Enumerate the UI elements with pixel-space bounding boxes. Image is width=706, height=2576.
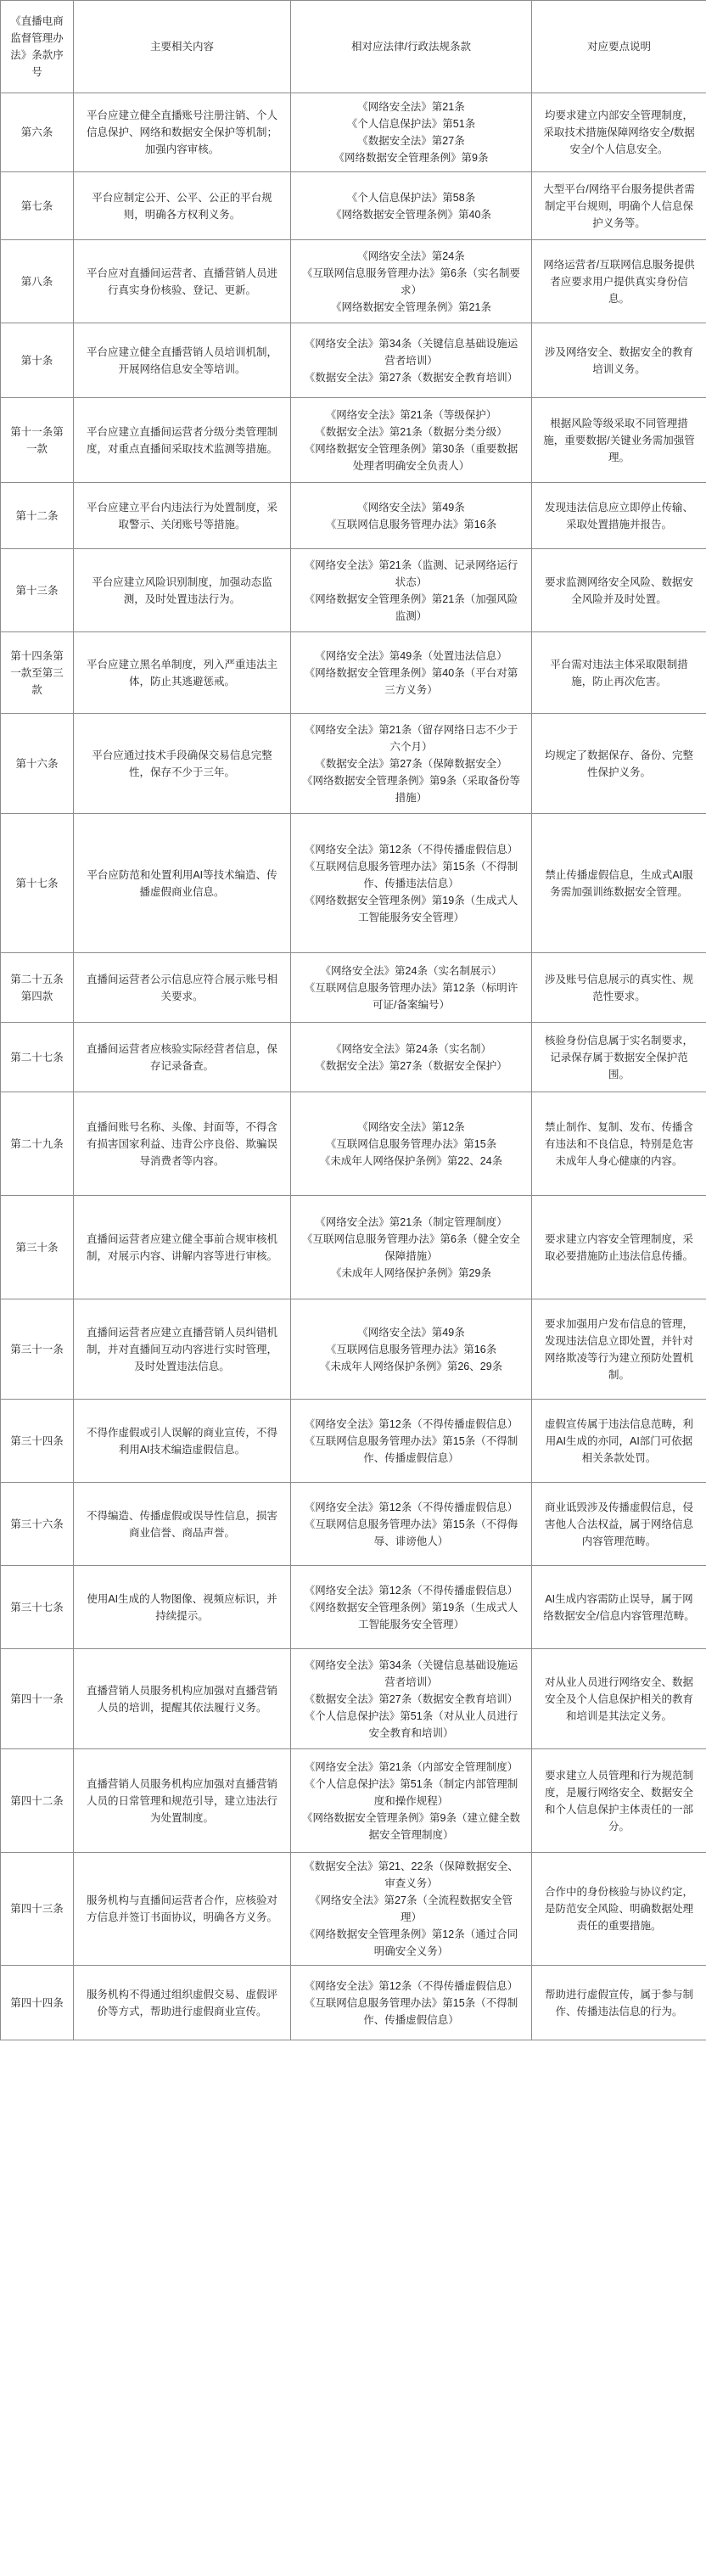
article-number-cell: 第四十三条 — [1, 1853, 74, 1966]
article-number-cell: 第三十六条 — [1, 1483, 74, 1566]
table-header-row — [1, 1, 706, 93]
article-number-cell: 第七条 — [1, 172, 74, 240]
article-number-cell: 第三十七条 — [1, 1566, 74, 1649]
article-number-cell: 第三十条 — [1, 1196, 74, 1299]
article-number-cell: 第十四条第一款至第三款 — [1, 632, 74, 714]
table-row — [1, 953, 706, 1023]
article-number-cell: 第三十一条 — [1, 1299, 74, 1400]
article-number-cell: 第六条 — [1, 93, 74, 172]
article-number-cell: 第十六条 — [1, 714, 74, 814]
table-row — [1, 1749, 706, 1853]
key-point-cell: 大型平台/网络平台服务提供者需制定平台规则，明确个人信息保护义务等。 — [532, 172, 706, 240]
key-point-cell: 发现违法信息应立即停止传输、采取处置措施并报告。 — [532, 483, 706, 549]
table-row — [1, 814, 706, 953]
main-content-cell: 平台应建立黑名单制度，列入严重违法主体，防止其逃避惩戒。 — [74, 632, 291, 714]
table-row — [1, 323, 706, 398]
key-point-cell: 均要求建立内部安全管理制度，采取技术措施保障网络安全/数据安全/个人信息安全。 — [532, 93, 706, 172]
table-row — [1, 549, 706, 632]
law-provision-cell: 《网络安全法》第21条 《个人信息保护法》第51条 《数据安全法》第27条 《网络数据安全管理条例》第9条 — [291, 93, 532, 172]
law-provision-cell: 《网络安全法》第12条（不得传播虚假信息） 《互联网信息服务管理办法》第15条（不得制作、传播虚假信息） — [291, 1400, 532, 1483]
table-row — [1, 1649, 706, 1749]
article-number-cell: 第十一条第一款 — [1, 398, 74, 483]
article-number-cell: 第十三条 — [1, 549, 74, 632]
table-row — [1, 1092, 706, 1196]
article-number-cell: 第十条 — [1, 323, 74, 398]
article-number-cell: 第十二条 — [1, 483, 74, 549]
main-content-cell: 平台应建立健全直播营销人员培训机制，开展网络信息安全等培训。 — [74, 323, 291, 398]
key-point-cell: 帮助进行虚假宣传，属于参与制作、传播违法信息的行为。 — [532, 1966, 706, 2040]
main-content-cell: 直播间运营者应核验实际经营者信息，保存记录备查。 — [74, 1023, 291, 1092]
article-number-cell: 第十七条 — [1, 814, 74, 953]
law-provision-cell: 《个人信息保护法》第58条 《网络数据安全管理条例》第40条 — [291, 172, 532, 240]
law-provision-cell: 《网络安全法》第12条 《互联网信息服务管理办法》第15条 《未成年人网络保护条例》第22、24条 — [291, 1092, 532, 1196]
key-point-cell: 平台需对违法主体采取限制措施，防止再次危害。 — [532, 632, 706, 714]
header-key-points: 对应要点说明 — [532, 1, 706, 93]
key-point-cell: 要求监测网络安全风险、数据安全风险并及时处置。 — [532, 549, 706, 632]
key-point-cell: 对从业人员进行网络安全、数据安全及个人信息保护相关的教育和培训是其法定义务。 — [532, 1649, 706, 1749]
key-point-cell: 根据风险等级采取不同管理措施，重要数据/关键业务需加强管理。 — [532, 398, 706, 483]
main-content-cell: 平台应防范和处置利用AI等技术编造、传播虚假商业信息。 — [74, 814, 291, 953]
main-content-cell: 服务机构与直播间运营者合作，应核验对方信息并签订书面协议，明确各方义务。 — [74, 1853, 291, 1966]
table-row — [1, 398, 706, 483]
main-content-cell: 使用AI生成的人物图像、视频应标识，并持续提示。 — [74, 1566, 291, 1649]
table-row — [1, 240, 706, 323]
main-content-cell: 直播间运营者公示信息应符合展示账号相关要求。 — [74, 953, 291, 1023]
law-provision-cell: 《网络安全法》第24条 《互联网信息服务管理办法》第6条（实名制要求） 《网络数据安全管理条例》第21条 — [291, 240, 532, 323]
key-point-cell: 商业诋毁涉及传播虚假信息，侵害他人合法权益，属于网络信息内容管理范畴。 — [532, 1483, 706, 1566]
main-content-cell: 直播间运营者应建立健全事前合规审核机制，对展示内容、讲解内容等进行审核。 — [74, 1196, 291, 1299]
article-number-cell: 第三十四条 — [1, 1400, 74, 1483]
table-row — [1, 1483, 706, 1566]
main-content-cell: 服务机构不得通过组织虚假交易、虚假评价等方式，帮助进行虚假商业宣传。 — [74, 1966, 291, 2040]
table-row — [1, 93, 706, 172]
table-row — [1, 1299, 706, 1400]
key-point-cell: AI生成内容需防止误导，属于网络数据安全/信息内容管理范畴。 — [532, 1566, 706, 1649]
key-point-cell: 核验身份信息属于实名制要求，记录保存属于数据安全保护范围。 — [532, 1023, 706, 1092]
table-body — [1, 93, 706, 2040]
key-point-cell: 均规定了数据保存、备份、完整性保护义务。 — [532, 714, 706, 814]
main-content-cell: 平台应通过技术手段确保交易信息完整性，保存不少于三年。 — [74, 714, 291, 814]
key-point-cell: 虚假宣传属于违法信息范畴，利用AI生成的亦同，AI部门可依据相关条款处罚。 — [532, 1400, 706, 1483]
key-point-cell: 要求建立人员管理和行为规范制度，是履行网络安全、数据安全和个人信息保护主体责任的一部分。 — [532, 1749, 706, 1853]
law-provision-cell: 《网络安全法》第49条 《互联网信息服务管理办法》第16条 《未成年人网络保护条例》第26、29条 — [291, 1299, 532, 1400]
table-row — [1, 1966, 706, 2040]
table-row — [1, 1023, 706, 1092]
main-content-cell: 平台应建立平台内违法行为处置制度，采取警示、关闭账号等措施。 — [74, 483, 291, 549]
law-provision-cell: 《数据安全法》第21、22条（保障数据安全、审查义务） 《网络安全法》第27条（全流程数据安全管理） 《网络数据安全管理条例》第12条（通过合同明确安全义务） — [291, 1853, 532, 1966]
table-row — [1, 1853, 706, 1966]
article-number-cell: 第四十四条 — [1, 1966, 74, 2040]
key-point-cell: 涉及网络安全、数据安全的教育培训义务。 — [532, 323, 706, 398]
article-number-cell: 第八条 — [1, 240, 74, 323]
main-content-cell: 不得作虚假或引人误解的商业宣传，不得利用AI技术编造虚假信息。 — [74, 1400, 291, 1483]
key-point-cell: 网络运营者/互联网信息服务提供者应要求用户提供真实身份信息。 — [532, 240, 706, 323]
law-provision-cell: 《网络安全法》第24条（实名制） 《数据安全法》第27条（数据安全保护） — [291, 1023, 532, 1092]
law-provision-cell: 《网络安全法》第12条（不得传播虚假信息） 《互联网信息服务管理办法》第15条（不得制作、传播违法信息） 《网络数据安全管理条例》第19条（生成式人工智能服务安全管理） — [291, 814, 532, 953]
header-article-number: 《直播电商监督管理办法》条款序号 — [1, 1, 74, 93]
law-provision-cell: 《网络安全法》第49条 《互联网信息服务管理办法》第16条 — [291, 483, 532, 549]
main-content-cell: 平台应对直播间运营者、直播营销人员进行真实身份核验、登记、更新。 — [74, 240, 291, 323]
law-provision-cell: 《网络安全法》第12条（不得传播虚假信息） 《互联网信息服务管理办法》第15条（不得制作、传播虚假信息） — [291, 1966, 532, 2040]
table-row — [1, 1196, 706, 1299]
header-main-content: 主要相关内容 — [74, 1, 291, 93]
law-provision-cell: 《网络安全法》第21条（制定管理制度） 《互联网信息服务管理办法》第6条（健全安全保障措施） 《未成年人网络保护条例》第29条 — [291, 1196, 532, 1299]
main-content-cell: 直播营销人员服务机构应加强对直播营销人员的培训，提醒其依法履行义务。 — [74, 1649, 291, 1749]
table-row — [1, 714, 706, 814]
article-number-cell: 第二十九条 — [1, 1092, 74, 1196]
law-provision-cell: 《网络安全法》第12条（不得传播虚假信息） 《网络数据安全管理条例》第19条（生成式人工智能服务安全管理） — [291, 1566, 532, 1649]
law-provision-cell: 《网络安全法》第24条（实名制展示） 《互联网信息服务管理办法》第12条（标明许可证/备案编号） — [291, 953, 532, 1023]
main-content-cell: 平台应建立健全直播账号注册注销、个人信息保护、网络和数据安全保护等机制；加强内容审核。 — [74, 93, 291, 172]
main-content-cell: 平台应建立风险识别制度，加强动态监测，及时处置违法行为。 — [74, 549, 291, 632]
law-provision-cell: 《网络安全法》第21条（内部安全管理制度） 《个人信息保护法》第51条（制定内部管理制度和操作规程） 《网络数据安全管理条例》第9条（建立健全数据安全管理制度） — [291, 1749, 532, 1853]
article-number-cell: 第四十一条 — [1, 1649, 74, 1749]
law-provision-cell: 《网络安全法》第34条（关键信息基础设施运营者培训） 《数据安全法》第27条（数据安全教育培训） — [291, 323, 532, 398]
key-point-cell: 禁止传播虚假信息，生成式AI服务需加强训练数据安全管理。 — [532, 814, 706, 953]
table-row — [1, 1566, 706, 1649]
law-provision-cell: 《网络安全法》第21条（留存网络日志不少于六个月） 《数据安全法》第27条（保障数据安全） 《网络数据安全管理条例》第9条（采取备份等措施） — [291, 714, 532, 814]
main-content-cell: 平台应制定公开、公平、公正的平台规则，明确各方权利义务。 — [74, 172, 291, 240]
law-provision-cell: 《网络安全法》第12条（不得传播虚假信息） 《互联网信息服务管理办法》第15条（不得侮辱、诽谤他人） — [291, 1483, 532, 1566]
table-row — [1, 1400, 706, 1483]
article-number-cell: 第四十二条 — [1, 1749, 74, 1853]
law-provision-cell: 《网络安全法》第21条（监测、记录网络运行状态） 《网络数据安全管理条例》第21条（加强风险监测） — [291, 549, 532, 632]
article-number-cell: 第二十七条 — [1, 1023, 74, 1092]
key-point-cell: 要求加强用户发布信息的管理，发现违法信息立即处置，并针对网络欺凌等行为建立预防处置机制。 — [532, 1299, 706, 1400]
main-content-cell: 直播间账号名称、头像、封面等，不得含有损害国家利益、违背公序良俗、欺骗误导消费者等内容。 — [74, 1092, 291, 1196]
law-provision-cell: 《网络安全法》第49条（处置违法信息） 《网络数据安全管理条例》第40条（平台对第三方义务） — [291, 632, 532, 714]
key-point-cell: 合作中的身份核验与协议约定，是防范安全风险、明确数据处理责任的重要措施。 — [532, 1853, 706, 1966]
key-point-cell: 要求建立内容安全管理制度，采取必要措施防止违法信息传播。 — [532, 1196, 706, 1299]
law-provision-cell: 《网络安全法》第34条（关键信息基础设施运营者培训） 《数据安全法》第27条（数据安全教育培训） 《个人信息保护法》第51条（对从业人员进行安全教育和培训） — [291, 1649, 532, 1749]
law-provision-cell: 《网络安全法》第21条（等级保护） 《数据安全法》第21条（数据分类分级） 《网络数据安全管理条例》第30条（重要数据处理者明确安全负责人） — [291, 398, 532, 483]
article-number-cell: 第二十五条第四款 — [1, 953, 74, 1023]
main-content-cell: 直播营销人员服务机构应加强对直播营销人员的日常管理和规范引导，建立违法行为处置制度。 — [74, 1749, 291, 1853]
main-content-cell: 平台应建立直播间运营者分级分类管理制度，对重点直播间采取技术监测等措施。 — [74, 398, 291, 483]
main-content-cell: 不得编造、传播虚假或误导性信息，损害商业信誉、商品声誉。 — [74, 1483, 291, 1566]
header-corresponding-law: 相对应法律/行政法规条款 — [291, 1, 532, 93]
table-row — [1, 483, 706, 549]
key-point-cell: 涉及账号信息展示的真实性、规范性要求。 — [532, 953, 706, 1023]
key-point-cell: 禁止制作、复制、发布、传播含有违法和不良信息，特别是危害未成年人身心健康的内容。 — [532, 1092, 706, 1196]
table-row — [1, 632, 706, 714]
table-row — [1, 172, 706, 240]
main-content-cell: 直播间运营者应建立直播营销人员纠错机制，并对直播间互动内容进行实时管理，及时处置违法信息。 — [74, 1299, 291, 1400]
